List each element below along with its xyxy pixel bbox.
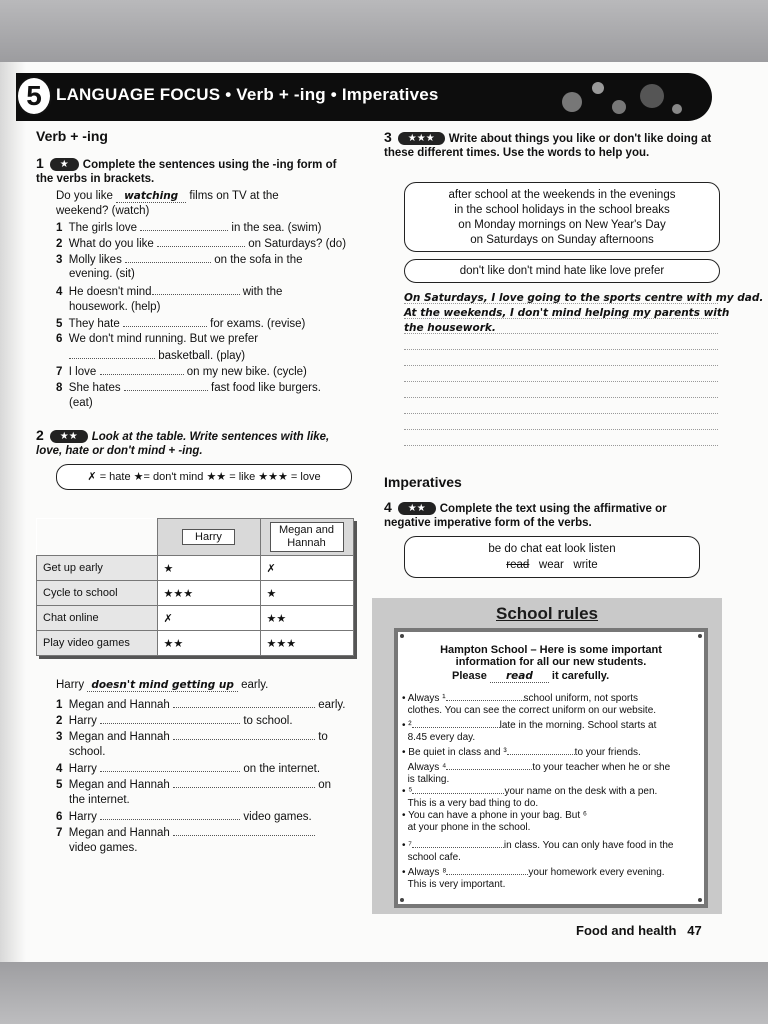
exercise-1-example-cont: weekend? (watch) xyxy=(56,205,150,217)
banner-title: LANGUAGE FOCUS • Verb + -ing • Imperatives xyxy=(56,85,439,104)
ex3-answer-line: At the weekends, I don't mind helping my parents with xyxy=(404,307,730,319)
page-fold-shadow xyxy=(0,62,26,962)
rule-item: • You can have a phone in your bag. But ⁶ at your phone in the school. xyxy=(402,810,587,833)
ex2-item-7-cont: video games. xyxy=(69,842,138,854)
writing-line[interactable] xyxy=(404,332,718,334)
answer-blank[interactable] xyxy=(412,717,500,728)
exercise-2-example: Harry doesn't mind getting up early. xyxy=(56,679,269,691)
ex1-item-3: 3 Molly likes on the sofa in the xyxy=(56,254,303,266)
ex1-item-6-cont: basketball. (play) xyxy=(69,348,245,363)
ex2-item-1: 1 Megan and Hannah early. xyxy=(56,699,346,711)
rule-item: • ⁵ your name on the desk with a pen. This is a very bad thing to do. xyxy=(402,783,700,810)
answer-blank[interactable] xyxy=(123,316,207,327)
ex2-item-3: 3 Megan and Hannah to xyxy=(56,731,328,743)
table-row: Get up early ★ ✗ xyxy=(37,556,354,581)
writing-line[interactable] xyxy=(404,428,718,430)
ex1-item-6: 6 We don't mind running. But we prefer xyxy=(56,333,259,345)
answer-blank[interactable] xyxy=(173,825,315,836)
table-corner xyxy=(37,519,158,556)
rule-item: • Be quiet in class and ³ to your friends. Always ⁴ to your teacher when he or she is talking. xyxy=(402,744,700,786)
rule-item: • ⁷ in class. You can only have food in the school cafe. xyxy=(402,837,700,864)
ex1-item-7: 7 I love on my new bike. (cycle) xyxy=(56,366,307,378)
answer-blank[interactable] xyxy=(100,761,240,772)
verb-ing-heading: Verb + -ing xyxy=(36,128,108,144)
column-header-megan-hannah: Megan and Hannah xyxy=(270,522,344,552)
page-footer: Food and health 47 xyxy=(576,923,702,938)
preferences-table xyxy=(36,518,354,656)
table-row: Play video games ★★ ★★★ xyxy=(37,631,354,656)
writing-line[interactable] xyxy=(404,396,718,398)
poster-title: School rules xyxy=(495,604,599,623)
textbook-page xyxy=(0,62,768,962)
exercise-2-instruction: 2 ★★ Look at the table. Write sentences with like, love, hate or don't mind + -ing. xyxy=(36,427,330,457)
writing-line[interactable] xyxy=(404,302,718,304)
answer-blank[interactable] xyxy=(412,783,504,794)
school-rules-poster xyxy=(372,598,722,914)
ex1-item-2: 2 What do you like on Saturdays? (do) xyxy=(56,238,347,250)
ex1-item-8-cont: (eat) xyxy=(69,397,93,409)
page-number: 47 xyxy=(687,923,702,938)
ex2-item-5-cont: the internet. xyxy=(69,794,130,806)
ex2-item-7: 7 Megan and Hannah xyxy=(56,825,315,840)
ex2-item-4: 4 Harry on the internet. xyxy=(56,763,321,775)
writing-line[interactable] xyxy=(404,317,718,319)
ex2-item-5: 5 Megan and Hannah on xyxy=(56,779,332,791)
answer-blank[interactable] xyxy=(173,697,315,708)
writing-line[interactable] xyxy=(404,380,718,382)
notice-heading: Hampton School – Here is some important xyxy=(440,644,662,656)
ex1-item-5: 5 They hate for exams. (revise) xyxy=(56,318,306,330)
exercise-1-instruction: 1 ★ Complete the sentences using the -ing form of the verbs in brackets. xyxy=(36,155,337,185)
writing-line[interactable] xyxy=(404,412,718,414)
imperatives-heading: Imperatives xyxy=(384,474,462,490)
answer-blank[interactable] xyxy=(446,690,524,701)
exercise-1-example: Do you like watching films on TV at the xyxy=(56,190,279,202)
answer-blank[interactable] xyxy=(173,729,315,740)
word-list-1: be do chat eat look listen xyxy=(488,543,616,555)
answer-blank[interactable] xyxy=(125,252,211,263)
notice-heading-cont: information for all our new students. xyxy=(455,656,647,668)
answer-blank[interactable] xyxy=(446,864,528,875)
pin-icon xyxy=(698,634,702,638)
rating-key: ✗ = hate ★= don't mind ★★ = like ★★★ = love xyxy=(87,471,321,483)
ex2-item-6: 6 Harry video games. xyxy=(56,811,312,823)
unit-number: 5 xyxy=(16,76,52,116)
rule-item: • Always ¹ school uniform, not sports clothes. You can see the correct uniform on our website. xyxy=(402,690,700,717)
answer-blank[interactable] xyxy=(100,713,240,724)
ex1-item-3-cont: evening. (sit) xyxy=(69,268,135,280)
answer-blank[interactable] xyxy=(69,348,155,359)
word-list-2: read wear write xyxy=(506,559,598,571)
answer-blank[interactable] xyxy=(507,744,575,755)
rule-item: • ² late in the morning. School starts at 8.45 every day. xyxy=(402,717,700,744)
answer-blank[interactable] xyxy=(446,759,532,770)
pin-icon xyxy=(698,898,702,902)
writing-line[interactable] xyxy=(404,364,718,366)
ex2-item-3-cont: school. xyxy=(69,746,106,758)
writing-line[interactable] xyxy=(404,348,718,350)
ex1-item-4: 4 He doesn't mind with the xyxy=(56,286,283,298)
time-phrase-line: on Monday mornings on New Year's Day xyxy=(458,219,666,231)
pin-icon xyxy=(400,634,404,638)
table-row: Chat online ✗ ★★ xyxy=(37,606,354,631)
writing-line[interactable] xyxy=(404,444,718,446)
time-phrase-line: after school at the weekends in the evenings xyxy=(448,189,676,201)
verbs-list: don't like don't mind hate like love prefer xyxy=(459,265,665,277)
pin-icon xyxy=(400,898,404,902)
ex3-answer-line: the housework. xyxy=(404,322,496,334)
background-bottom xyxy=(0,962,768,1024)
answer-blank[interactable] xyxy=(412,837,504,848)
ex1-item-1: 1 The girls love in the sea. (swim) xyxy=(56,222,322,234)
notice-please: Please read it carefully. xyxy=(452,670,610,682)
difficulty-stars: ★★ xyxy=(398,502,436,515)
background-top xyxy=(0,0,768,62)
ex1-item-4-cont: housework. (help) xyxy=(69,301,161,313)
exercise-4-instruction: 4 ★★ Complete the text using the affirmative or negative imperative form of the verbs. xyxy=(384,499,667,529)
ex1-item-8: 8 She hates fast food like burgers. xyxy=(56,382,321,394)
rule-item: • Always ⁸ your homework every evening. This is very important. xyxy=(402,864,700,891)
difficulty-stars: ★★ xyxy=(50,430,88,443)
answer-blank[interactable] xyxy=(157,236,245,247)
ex2-item-2: 2 Harry to school. xyxy=(56,715,293,727)
difficulty-stars: ★★★ xyxy=(398,132,445,145)
notice-board xyxy=(394,628,708,908)
answer-blank[interactable] xyxy=(140,220,228,231)
answer-blank[interactable] xyxy=(100,364,184,375)
answer-blank[interactable] xyxy=(124,380,208,391)
answer-blank[interactable] xyxy=(152,284,240,295)
answer-blank[interactable] xyxy=(100,809,240,820)
table-row: Cycle to school ★★★ ★ xyxy=(37,581,354,606)
time-phrase-line: on Saturdays on Sunday afternoons xyxy=(470,234,654,246)
ex3-answer-line: On Saturdays, I love going to the sports centre with my dad. xyxy=(404,292,764,304)
exercise-3-instruction: 3 ★★★ Write about things you like or don't like doing at these different times. Use the words to help you. xyxy=(384,129,712,159)
time-phrase-line: in the school holidays in the school breaks xyxy=(454,204,670,216)
answer-blank[interactable] xyxy=(173,777,315,788)
difficulty-stars: ★ xyxy=(50,158,79,171)
column-header-harry: Harry xyxy=(182,529,235,545)
